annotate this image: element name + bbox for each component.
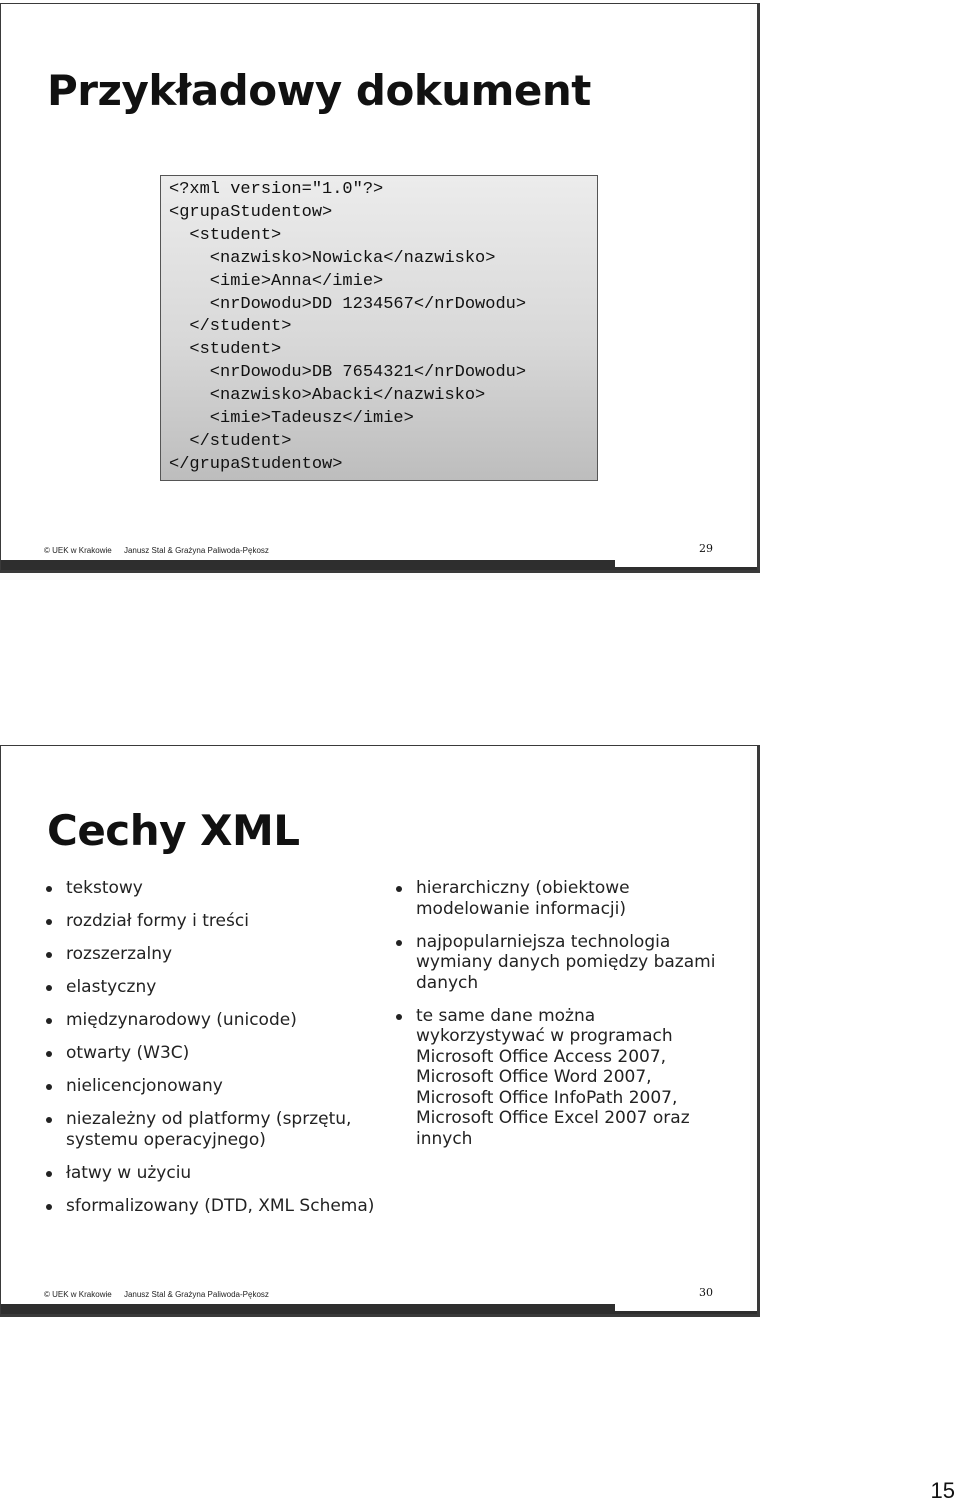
bullet-icon xyxy=(46,1084,52,1090)
code-line: <?xml version="1.0"?> xyxy=(169,180,384,199)
footer-bar xyxy=(1,560,615,570)
code-line: <imie>Anna</imie> xyxy=(169,271,384,291)
code-line: <student> xyxy=(169,340,282,360)
slide-page-number: 30 xyxy=(699,1286,713,1299)
code-line: <student> xyxy=(169,225,282,245)
slide-29 xyxy=(0,3,760,573)
slide-footer xyxy=(1,540,757,570)
code-line: </grupaStudentow> xyxy=(169,454,343,474)
slide-title: Cechy XML xyxy=(47,806,300,855)
bullet-icon xyxy=(46,952,52,958)
footer-org: © UEK w Krakowie xyxy=(44,546,112,555)
list-item: sformalizowany (DTD, XML Schema) xyxy=(46,1196,376,1217)
code-line: <nazwisko>Abacki</nazwisko> xyxy=(169,386,486,406)
footer-credits xyxy=(44,1290,269,1299)
slide-title: Przykładowy dokument xyxy=(47,66,591,115)
list-item: rozszerzalny xyxy=(46,944,376,965)
footer-org: © UEK w Krakowie xyxy=(44,1290,112,1299)
bullet-icon xyxy=(46,1117,52,1123)
bullet-icon xyxy=(46,886,52,892)
bullet-icon xyxy=(46,1204,52,1210)
slide-30 xyxy=(0,745,760,1317)
code-line: <nazwisko>Nowicka</nazwisko> xyxy=(169,248,496,268)
slide-footer xyxy=(1,1284,757,1314)
bullet-icon xyxy=(46,1018,52,1024)
list-item: elastyczny xyxy=(46,977,376,998)
bullet-icon xyxy=(46,1051,52,1057)
code-line: </student> xyxy=(169,317,292,337)
code-line: <nrDowodu>DB 7654321</nrDowodu> xyxy=(169,363,527,383)
list-item: międzynarodowy (unicode) xyxy=(46,1010,376,1031)
footer-authors: Janusz Stal & Grażyna Paliwoda-Pękosz xyxy=(123,546,269,555)
list-item: łatwy w użyciu xyxy=(46,1163,376,1184)
list-item: te same dane można wykorzystywać w programach Microsoft Office Access 2007, Microsoft Office Word 2007, Microsoft Office InfoPath 2007, Microsoft Office Excel 2007 oraz innych xyxy=(396,1006,726,1150)
slide-page-number: 29 xyxy=(699,542,713,555)
list-item: niezależny od platformy (sprzętu, systemu operacyjnego) xyxy=(46,1109,376,1150)
list-item: hierarchiczny (obiektowe modelowanie informacji) xyxy=(396,878,726,919)
code-line: <nrDowodu>DD 1234567</nrDowodu> xyxy=(169,294,527,314)
xml-code-box xyxy=(160,175,598,481)
list-item: nielicencjonowany xyxy=(46,1076,376,1097)
bullet-icon xyxy=(46,919,52,925)
footer-authors: Janusz Stal & Grażyna Paliwoda-Pękosz xyxy=(123,1290,269,1299)
list-item: otwarty (W3C) xyxy=(46,1043,376,1064)
bullet-icon xyxy=(46,1171,52,1177)
feature-list-right xyxy=(396,878,726,1162)
sheet-page-number: 15 xyxy=(930,1478,955,1503)
bullet-icon xyxy=(396,886,402,892)
footer-credits xyxy=(44,546,269,555)
code-line: <grupaStudentow> xyxy=(169,202,333,222)
footer-bar xyxy=(1,1304,615,1314)
list-item: tekstowy xyxy=(46,878,376,899)
code-line: </student> xyxy=(169,431,292,451)
code-line: <imie>Tadeusz</imie> xyxy=(169,409,414,429)
bullet-icon xyxy=(396,940,402,946)
bullet-icon xyxy=(46,985,52,991)
bullet-icon xyxy=(396,1014,402,1020)
list-item: najpopularniejsza technologia wymiany danych pomiędzy bazami danych xyxy=(396,932,726,994)
feature-list-left xyxy=(46,878,376,1229)
list-item: rozdział formy i treści xyxy=(46,911,376,932)
